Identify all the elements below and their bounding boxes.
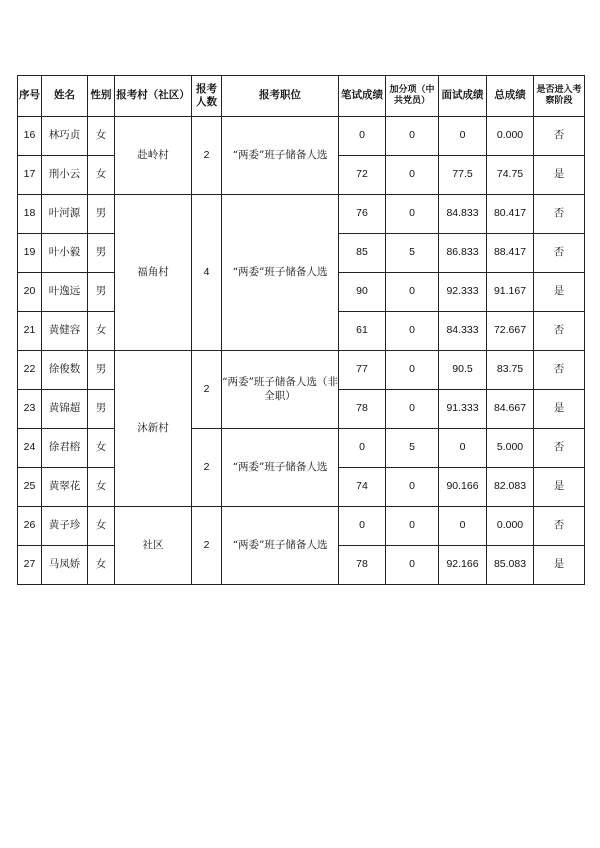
interview-cell: 90.166 xyxy=(439,468,487,507)
advance-cell: 否 xyxy=(534,117,585,156)
written-cell: 77 xyxy=(339,351,386,390)
interview-cell: 84.333 xyxy=(439,312,487,351)
advance-cell: 是 xyxy=(534,156,585,195)
gender-cell: 女 xyxy=(88,507,115,546)
seq-cell: 18 xyxy=(18,195,42,234)
bonus-cell: 0 xyxy=(386,195,439,234)
total-cell: 83.75 xyxy=(487,351,534,390)
seq-cell: 16 xyxy=(18,117,42,156)
gender-cell: 男 xyxy=(88,234,115,273)
total-cell: 82.083 xyxy=(487,468,534,507)
position-cell: “两委”班子储备人选 xyxy=(222,195,339,351)
advance-cell: 是 xyxy=(534,273,585,312)
name-cell: 林巧贞 xyxy=(42,117,88,156)
interview-cell: 84.833 xyxy=(439,195,487,234)
bonus-cell: 5 xyxy=(386,234,439,273)
seq-cell: 19 xyxy=(18,234,42,273)
quota-cell: 2 xyxy=(192,507,222,585)
position-cell: “两委”班子储备人选 xyxy=(222,117,339,195)
total-cell: 5.000 xyxy=(487,429,534,468)
header-total: 总成绩 xyxy=(487,76,534,117)
bonus-cell: 0 xyxy=(386,156,439,195)
total-cell: 84.667 xyxy=(487,390,534,429)
advance-cell: 否 xyxy=(534,351,585,390)
seq-cell: 22 xyxy=(18,351,42,390)
total-cell: 74.75 xyxy=(487,156,534,195)
written-cell: 76 xyxy=(339,195,386,234)
header-village: 报考村（社区） xyxy=(115,76,192,117)
interview-cell: 0 xyxy=(439,429,487,468)
table-row xyxy=(18,117,585,156)
gender-cell: 女 xyxy=(88,117,115,156)
village-cell: 沐新村 xyxy=(115,351,192,507)
header-written: 笔试成绩 xyxy=(339,76,386,117)
total-cell: 72.667 xyxy=(487,312,534,351)
advance-cell: 是 xyxy=(534,390,585,429)
table-row xyxy=(18,507,585,546)
gender-cell: 女 xyxy=(88,156,115,195)
header-gender: 性别 xyxy=(88,76,115,117)
position-cell: “两委”班子储备人选（非全职） xyxy=(222,351,339,429)
interview-cell: 77.5 xyxy=(439,156,487,195)
gender-cell: 女 xyxy=(88,312,115,351)
position-cell: “两委”班子储备人选 xyxy=(222,507,339,585)
advance-cell: 否 xyxy=(534,429,585,468)
seq-cell: 23 xyxy=(18,390,42,429)
bonus-cell: 0 xyxy=(386,507,439,546)
written-cell: 72 xyxy=(339,156,386,195)
total-cell: 0.000 xyxy=(487,117,534,156)
quota-cell: 2 xyxy=(192,117,222,195)
name-cell: 刑小云 xyxy=(42,156,88,195)
village-cell: 福角村 xyxy=(115,195,192,351)
header-row xyxy=(18,76,585,117)
name-cell: 徐君榕 xyxy=(42,429,88,468)
written-cell: 78 xyxy=(339,390,386,429)
bonus-cell: 0 xyxy=(386,351,439,390)
interview-cell: 86.833 xyxy=(439,234,487,273)
written-cell: 90 xyxy=(339,273,386,312)
gender-cell: 女 xyxy=(88,468,115,507)
total-cell: 85.083 xyxy=(487,546,534,585)
header-advance: 是否进入考察阶段 xyxy=(534,76,585,117)
table-row xyxy=(18,195,585,234)
table-row xyxy=(18,429,585,468)
gender-cell: 男 xyxy=(88,351,115,390)
gender-cell: 女 xyxy=(88,429,115,468)
header-seq: 序号 xyxy=(18,76,42,117)
advance-cell: 否 xyxy=(534,507,585,546)
advance-cell: 否 xyxy=(534,195,585,234)
name-cell: 叶小毅 xyxy=(42,234,88,273)
table-row xyxy=(18,351,585,390)
quota-cell: 2 xyxy=(192,351,222,429)
interview-cell: 92.166 xyxy=(439,546,487,585)
written-cell: 0 xyxy=(339,507,386,546)
position-cell: “两委”班子储备人选 xyxy=(222,429,339,507)
village-cell: 赴岭村 xyxy=(115,117,192,195)
bonus-cell: 0 xyxy=(386,546,439,585)
seq-cell: 24 xyxy=(18,429,42,468)
name-cell: 黄翠花 xyxy=(42,468,88,507)
advance-cell: 是 xyxy=(534,468,585,507)
name-cell: 徐俊数 xyxy=(42,351,88,390)
seq-cell: 20 xyxy=(18,273,42,312)
name-cell: 马凤娇 xyxy=(42,546,88,585)
interview-cell: 0 xyxy=(439,117,487,156)
name-cell: 黄锦超 xyxy=(42,390,88,429)
header-quota: 报考人数 xyxy=(192,76,222,117)
seq-cell: 17 xyxy=(18,156,42,195)
seq-cell: 25 xyxy=(18,468,42,507)
total-cell: 0.000 xyxy=(487,507,534,546)
bonus-cell: 0 xyxy=(386,312,439,351)
advance-cell: 否 xyxy=(534,234,585,273)
advance-cell: 是 xyxy=(534,546,585,585)
name-cell: 叶逸远 xyxy=(42,273,88,312)
written-cell: 78 xyxy=(339,546,386,585)
gender-cell: 男 xyxy=(88,273,115,312)
bonus-cell: 0 xyxy=(386,390,439,429)
gender-cell: 男 xyxy=(88,390,115,429)
bonus-cell: 0 xyxy=(386,117,439,156)
written-cell: 61 xyxy=(339,312,386,351)
interview-cell: 92.333 xyxy=(439,273,487,312)
gender-cell: 男 xyxy=(88,195,115,234)
header-interview: 面试成绩 xyxy=(439,76,487,117)
total-cell: 91.167 xyxy=(487,273,534,312)
seq-cell: 27 xyxy=(18,546,42,585)
written-cell: 0 xyxy=(339,117,386,156)
interview-cell: 91.333 xyxy=(439,390,487,429)
name-cell: 黄健容 xyxy=(42,312,88,351)
village-cell: 社区 xyxy=(115,507,192,585)
quota-cell: 2 xyxy=(192,429,222,507)
bonus-cell: 0 xyxy=(386,468,439,507)
seq-cell: 26 xyxy=(18,507,42,546)
name-cell: 黄子珍 xyxy=(42,507,88,546)
name-cell: 叶河源 xyxy=(42,195,88,234)
bonus-cell: 5 xyxy=(386,429,439,468)
advance-cell: 否 xyxy=(534,312,585,351)
written-cell: 85 xyxy=(339,234,386,273)
bonus-cell: 0 xyxy=(386,273,439,312)
quota-cell: 4 xyxy=(192,195,222,351)
gender-cell: 女 xyxy=(88,546,115,585)
total-cell: 80.417 xyxy=(487,195,534,234)
header-name: 姓名 xyxy=(42,76,88,117)
score-table xyxy=(17,75,585,585)
seq-cell: 21 xyxy=(18,312,42,351)
header-position: 报考职位 xyxy=(222,76,339,117)
interview-cell: 90.5 xyxy=(439,351,487,390)
written-cell: 74 xyxy=(339,468,386,507)
total-cell: 88.417 xyxy=(487,234,534,273)
written-cell: 0 xyxy=(339,429,386,468)
interview-cell: 0 xyxy=(439,507,487,546)
header-bonus: 加分项（中共党员） xyxy=(386,76,439,117)
